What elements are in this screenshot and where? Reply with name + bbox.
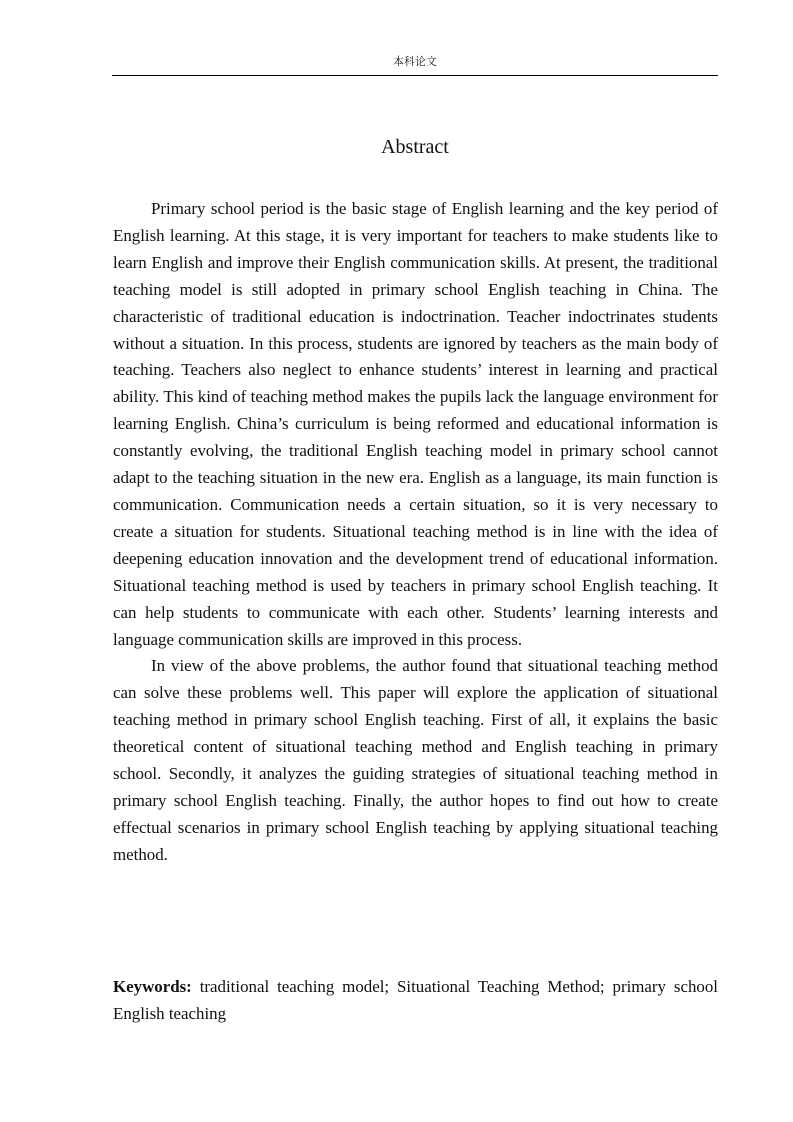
abstract-paragraph-2: In view of the above problems, the author found that situational teaching method can solve these problems well. This paper will explore the application of situational teaching method in primary school English teaching. First of all, it explains the basic theoretical content of situational teaching method and English teaching in primary school. Secondly, it analyzes the guiding strategies of situational teaching method in primary school English teaching. Finally, the author hopes to find out how to create effectual scenarios in primary school English teaching by applying situational teaching method. — [113, 656, 718, 864]
running-header-text: 本科论文 — [393, 55, 437, 68]
keywords-text: traditional teaching model; Situational Teaching Method; primary school English teaching — [113, 977, 718, 1023]
abstract-paragraph-1: Primary school period is the basic stage of English learning and the key period of English learning. At this stage, it is very important for teachers to make students like to learn English and improve their English communication skills. At present, the traditional teaching model is still adopted in primary school English teaching in China. The characteristic of traditional education is indoctrination. Teacher indoctrinates students without a situation. In this process, students are ignored by teachers as the main body of teaching. Teachers also neglect to enhance students’ interest in learning and practical ability. This kind of teaching method makes the pupils lack the language environment for learning English. China’s curriculum is being reformed and educational information is constantly evolving, the traditional English teaching model in primary school cannot adapt to the teaching situation in the new era. English as a language, its main function is communication. Communication needs a certain situation, so it is very necessary to create a situation for students. Situational teaching method is in line with the idea of deepening education innovation and the development trend of educational information. Situational teaching method is used by teachers in primary school English teaching. It can help students to communicate with each other. Students’ learning interests and language communication skills are improved in this process. — [113, 199, 718, 649]
abstract-body — [113, 196, 718, 869]
keywords-line — [113, 974, 718, 1028]
keywords-label: Keywords: — [113, 977, 192, 996]
abstract-title: Abstract — [381, 136, 449, 158]
page-header — [112, 55, 718, 76]
